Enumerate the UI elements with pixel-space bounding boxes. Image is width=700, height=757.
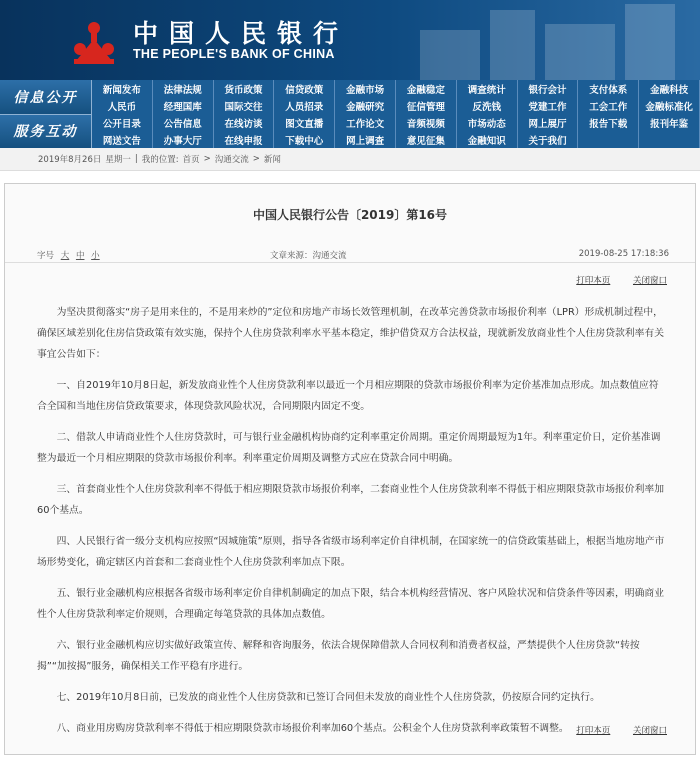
nav-link[interactable]: 报告下载	[578, 114, 639, 131]
nav-link[interactable]: 公告信息	[153, 114, 214, 131]
article-paragraph: 七、2019年10月8日前，已发放的商业性个人住房贷款和已签订合同但未发放的商业性个人住房贷款，仍按原合同约定执行。	[56, 692, 600, 703]
nav-link[interactable]: 国际交往	[214, 97, 275, 114]
nav-link[interactable]: 人民币	[92, 97, 153, 114]
article-tools-bottom	[556, 724, 667, 736]
nav-link[interactable]: 银行会计	[518, 80, 579, 97]
breadcrumb-separator: |	[134, 154, 138, 164]
nav-link[interactable]: 经理国库	[153, 97, 214, 114]
nav-link[interactable]: 在线申报	[214, 131, 275, 148]
nav-link[interactable]: 金融稳定	[396, 80, 457, 97]
breadcrumb-arrow: >	[203, 154, 211, 164]
nav-link[interactable]: 网送文告	[92, 131, 153, 148]
nav-link-empty	[578, 131, 639, 148]
breadcrumb-link-news[interactable]: 新闻	[263, 155, 281, 165]
print-page-link[interactable]: 打印本页	[576, 726, 611, 736]
main-navigation	[0, 80, 700, 148]
nav-link[interactable]: 音频视频	[396, 114, 457, 131]
article-paragraph: 三、首套商业性个人住房贷款利率不得低于相应期限贷款市场报价利率，二套商业性个人住房贷款利率不得低于相应期限贷款市场报价利率加60个基点。	[37, 484, 664, 516]
nav-link[interactable]: 图文直播	[274, 114, 335, 131]
nav-link[interactable]: 公开目录	[92, 114, 153, 131]
nav-link[interactable]: 新闻发布	[92, 80, 153, 97]
nav-link[interactable]: 市场动态	[457, 114, 518, 131]
print-page-link[interactable]: 打印本页	[576, 276, 611, 286]
article-source: 文章来源：沟通交流	[270, 251, 347, 261]
nav-link[interactable]: 网上展厅	[518, 114, 579, 131]
font-size-large-link[interactable]: 大	[60, 251, 70, 261]
font-size-small-link[interactable]: 小	[91, 251, 100, 261]
nav-link-grid	[92, 80, 700, 148]
article-paragraph: 八、商业用房购房贷款利率不得低于相应期限贷款市场报价利率加60个基点。公积金个人住房贷款利率政策暂不调整。	[56, 723, 569, 734]
nav-link-empty	[639, 131, 700, 148]
font-size-selector	[37, 249, 100, 261]
nav-link[interactable]: 法律法规	[153, 80, 214, 97]
article-title: 中国人民银行公告〔2019〕第16号	[252, 208, 448, 222]
nav-link[interactable]: 征信管理	[396, 97, 457, 114]
nav-link[interactable]: 支付体系	[578, 80, 639, 97]
pboc-logo-icon[interactable]	[70, 17, 118, 65]
article-paragraph: 六、银行业金融机构应切实做好政策宣传、解释和咨询服务，依法合规保障借款人合同权利和消费者权益，严禁提供个人住房贷款“转按揭”“加按揭”服务，确保相关工作平稳有序进行。	[37, 640, 640, 672]
nav-link[interactable]: 网上调查	[335, 131, 396, 148]
nav-link[interactable]: 金融市场	[335, 80, 396, 97]
close-window-link[interactable]: 关闭窗口	[632, 276, 667, 286]
nav-link[interactable]: 金融研究	[335, 97, 396, 114]
nav-link[interactable]: 关于我们	[518, 131, 579, 148]
breadcrumb	[0, 148, 700, 171]
nav-link[interactable]: 反洗钱	[457, 97, 518, 114]
nav-link[interactable]: 下载中心	[274, 131, 335, 148]
building-silhouette	[400, 0, 700, 80]
nav-link[interactable]: 货币政策	[214, 80, 275, 97]
nav-link[interactable]: 工会工作	[578, 97, 639, 114]
nav-link[interactable]: 人员招录	[274, 97, 335, 114]
close-window-link[interactable]: 关闭窗口	[632, 726, 667, 736]
article-paragraph: 四、人民银行省一级分支机构应按照“因城施策”原则，指导各省级市场利率定价自律机制，在国家统一的信贷政策基础上，根据当地房地产市场形势变化，确定辖区内首套和二套商业性个人住房贷款利率加点下限。	[37, 536, 665, 568]
article-datetime: 2019-08-25 17:18:36	[578, 249, 669, 259]
current-date: 2019年8月26日	[38, 155, 102, 165]
article-paragraph: 二、借款人申请商业性个人住房贷款时，可与银行业金融机构协商约定利率重定价周期。重定价周期最短为1年。利率重定价日，定价基准调整为最近一个月相应期限的贷款市场报价利率。利率重定价周期及调整方式应在贷款合同中明确。	[37, 432, 661, 464]
article-tools-top	[556, 274, 667, 286]
nav-section-labels	[0, 80, 92, 148]
nav-link[interactable]: 调查统计	[457, 80, 518, 97]
nav-link[interactable]: 金融知识	[457, 131, 518, 148]
nav-link[interactable]: 报刊年鉴	[639, 114, 700, 131]
nav-link[interactable]: 信贷政策	[274, 80, 335, 97]
nav-link[interactable]: 金融标准化	[639, 97, 700, 114]
article-meta	[5, 244, 695, 263]
article-paragraph: 为坚决贯彻落实“房子是用来住的，不是用来炒的”定位和房地产市场长效管理机制，在改革完善贷款市场报价利率（LPR）形成机制过程中，确保区域差别化住房信贷政策有效实施，保持个人住房贷款利率水平基本稳定，维护借贷双方合法权益，现就新发放商业性个人住房贷款利率有关事宜公告如下：	[37, 307, 664, 360]
site-title-cn: 中国人民银行	[133, 19, 350, 48]
nav-link[interactable]: 金融科技	[639, 80, 700, 97]
article-paragraph: 一、自2019年10月8日起，新发放商业性个人住房贷款利率以最近一个月相应期限的贷款市场报价利率为定价基准加点形成。加点数值应符合全国和当地住房信贷政策要求，体现贷款风险状况，合同期限内固定不变。	[37, 380, 659, 412]
breadcrumb-link-communication[interactable]: 沟通交流	[214, 155, 249, 165]
current-weekday: 星期一	[105, 155, 131, 165]
nav-link[interactable]: 办事大厅	[153, 131, 214, 148]
font-size-medium-link[interactable]: 中	[75, 251, 85, 261]
nav-section-service-interaction[interactable]: 服务互动	[0, 114, 92, 149]
article-panel	[4, 183, 696, 755]
nav-link[interactable]: 党建工作	[518, 97, 579, 114]
nav-section-info-disclosure[interactable]: 信息公开	[0, 80, 92, 114]
article-body	[37, 302, 667, 749]
site-banner	[0, 0, 700, 80]
site-title-en: THE PEOPLE'S BANK OF CHINA	[133, 47, 335, 61]
font-size-label: 字号	[37, 251, 55, 261]
nav-link[interactable]: 意见征集	[396, 131, 457, 148]
article-paragraph: 五、银行业金融机构应根据各省级市场利率定价自律机制确定的加点下限，结合本机构经营情况、客户风险状况和信贷条件等因素，明确商业性个人住房贷款利率定价规则，合理确定每笔贷款的具体加点数值。	[37, 588, 664, 620]
nav-link[interactable]: 在线访谈	[214, 114, 275, 131]
breadcrumb-link-home[interactable]: 首页	[182, 155, 200, 165]
breadcrumb-arrow: >	[252, 154, 260, 164]
nav-link[interactable]: 工作论文	[335, 114, 396, 131]
breadcrumb-label: 我的位置:	[141, 155, 179, 165]
